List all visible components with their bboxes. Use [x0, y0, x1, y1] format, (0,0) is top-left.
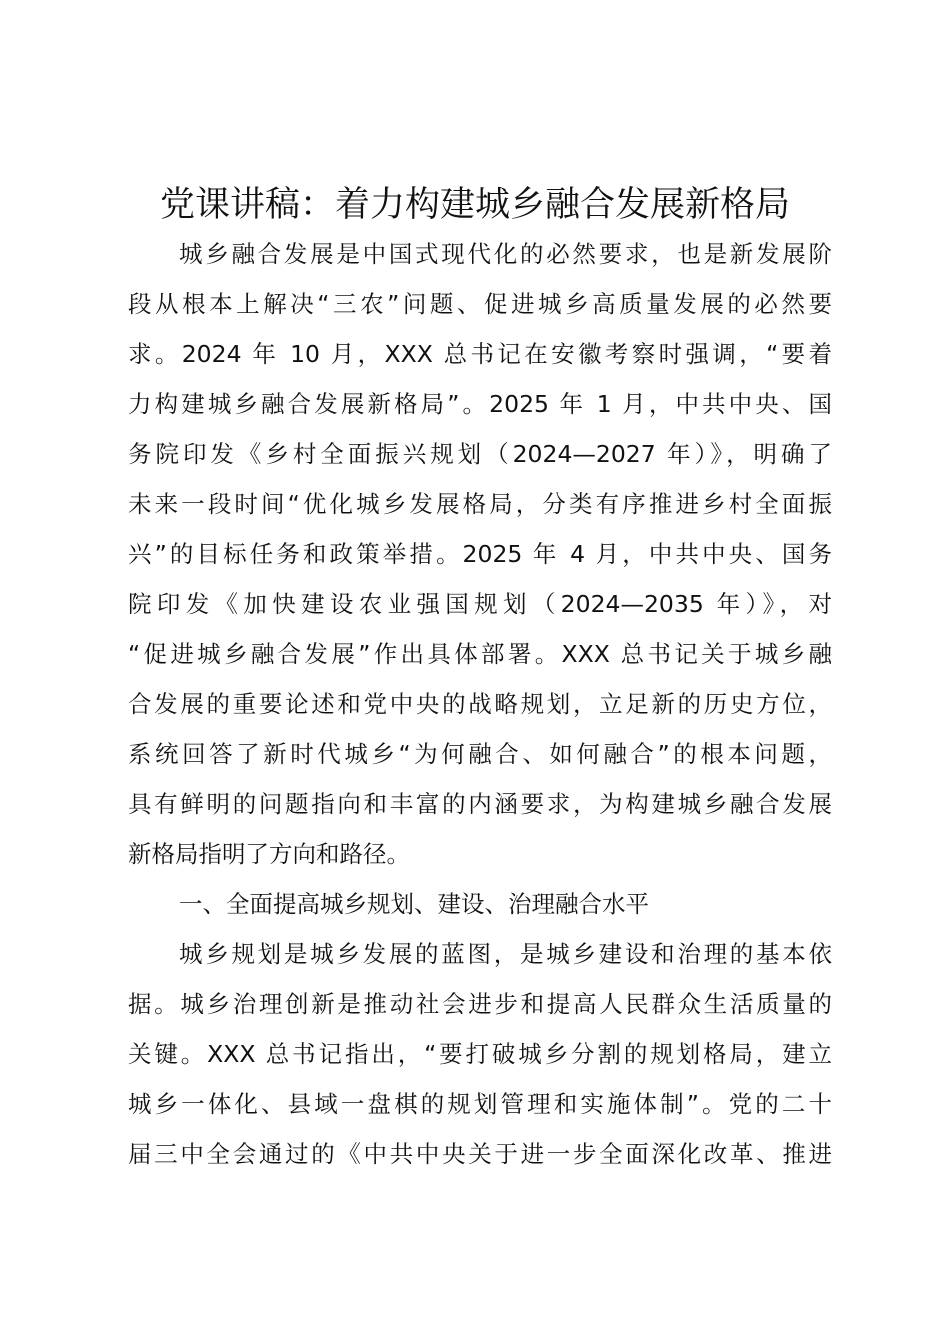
paragraph-line: 城乡一体化、县域一盘棋的规划管理和实施体制”。党的二十 — [128, 1090, 832, 1118]
paragraph-line: 关键。XXX 总书记指出，“要打破城乡分割的规划格局，建立 — [128, 1040, 832, 1068]
paragraph-line: 合发展的重要论述和党中央的战略规划，立足新的历史方位， — [128, 690, 832, 718]
paragraph-line: 具有鲜明的问题指向和丰富的内涵要求，为构建城乡融合发展 — [128, 790, 832, 818]
paragraph-line: 未来一段时间“优化城乡发展格局，分类有序推进乡村全面振 — [128, 490, 832, 518]
paragraph-line: 务院印发《乡村全面振兴规划（2024—2027 年）》，明确了 — [128, 440, 832, 468]
paragraph-line: 据。城乡治理创新是推动社会进步和提高人民群众生活质量的 — [128, 990, 832, 1018]
paragraph-line: 力构建城乡融合发展新格局”。2025 年 1 月，中共中央、国 — [128, 390, 832, 418]
paragraph-line: 城乡融合发展是中国式现代化的必然要求，也是新发展阶 — [179, 240, 832, 268]
paragraph-line: 新格局指明了方向和路径。 — [128, 840, 410, 868]
paragraph-line: 院印发《加快建设农业强国规划（2024—2035 年）》，对 — [128, 590, 832, 618]
paragraph-line: 届三中全会通过的《中共中央关于进一步全面深化改革、推进 — [128, 1140, 832, 1168]
section-heading: 一、全面提高城乡规划、建设、治理融合水平 — [179, 890, 649, 918]
paragraph-line: 求。2024 年 10 月，XXX 总书记在安徽考察时强调，“要着 — [128, 340, 832, 368]
paragraph-line: 段从根本上解决“三农”问题、促进城乡高质量发展的必然要 — [128, 290, 832, 318]
paragraph-line: 城乡规划是城乡发展的蓝图，是城乡建设和治理的基本依 — [179, 940, 832, 968]
paragraph-line: “促进城乡融合发展”作出具体部署。XXX 总书记关于城乡融 — [128, 640, 832, 668]
document-title: 党课讲稿：着力构建城乡融合发展新格局 — [159, 185, 790, 225]
paragraph-line: 兴”的目标任务和政策举措。2025 年 4 月，中共中央、国务 — [128, 540, 832, 568]
paragraph-line: 系统回答了新时代城乡“为何融合、如何融合”的根本问题， — [128, 740, 832, 768]
